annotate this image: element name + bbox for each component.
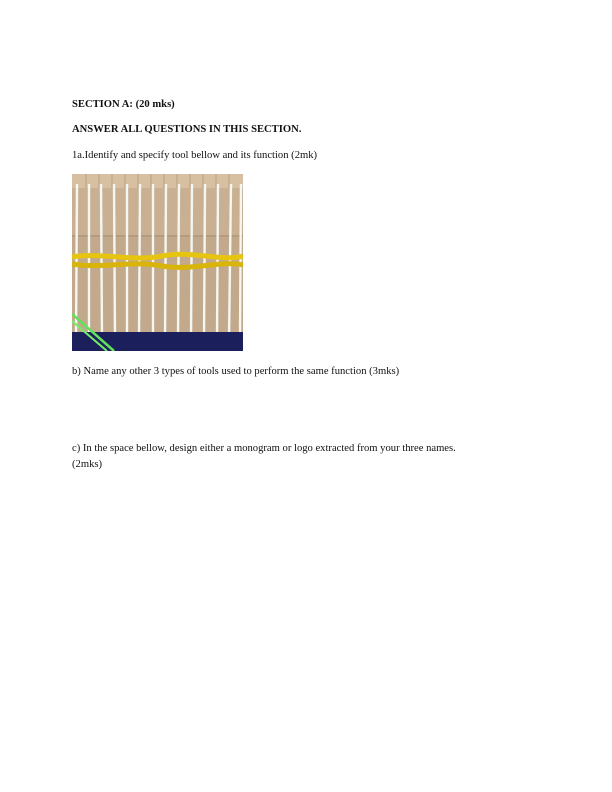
question-1a: 1a.Identify and specify tool bellow and its function (2mk)	[72, 150, 318, 161]
section-instruction: ANSWER ALL QUESTIONS IN THIS SECTION.	[72, 124, 302, 135]
loom-image-icon	[72, 174, 243, 351]
question-1b: b) Name any other 3 types of tools used to perform the same function (3mks)	[72, 366, 400, 377]
section-title: SECTION A: (20 mks)	[72, 99, 175, 110]
weaving-loom-photo	[72, 174, 243, 351]
question-1c-marks: (2mks)	[72, 459, 103, 470]
question-1c: c) In the space bellow, design either a monogram or logo extracted from your three names.	[72, 443, 456, 454]
